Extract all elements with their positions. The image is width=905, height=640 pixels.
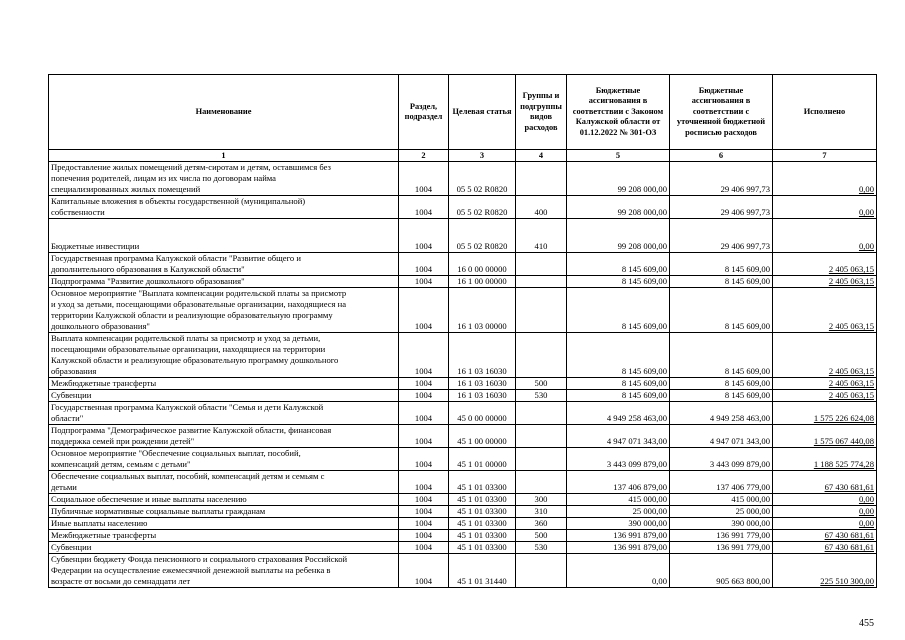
page-number: 455 — [859, 618, 874, 629]
table-row — [49, 554, 877, 588]
cell-executed: 0,00 — [773, 494, 877, 506]
cell-name: Межбюджетные трансферты — [49, 378, 399, 390]
cell-executed: 2 405 063,15 — [773, 390, 877, 402]
cell-target: 45 1 01 00000 — [449, 448, 516, 471]
table-header-row — [49, 75, 877, 150]
cell-executed: 67 430 681,61 — [773, 471, 877, 494]
column-number: 7 — [773, 150, 877, 162]
column-number: 6 — [670, 150, 773, 162]
cell-name: Капитальные вложения в объекты государственной (муниципальной) собственности — [49, 196, 399, 219]
table-row — [49, 288, 877, 333]
header-target: Целевая статья — [449, 75, 516, 150]
table-row — [49, 276, 877, 288]
cell-group — [516, 471, 567, 494]
cell-target: 16 0 00 00000 — [449, 253, 516, 276]
cell-group: 400 — [516, 196, 567, 219]
cell-refined: 8 145 609,00 — [670, 276, 773, 288]
column-number: 1 — [49, 150, 399, 162]
cell-group: 500 — [516, 378, 567, 390]
cell-group: 530 — [516, 390, 567, 402]
cell-section: 1004 — [399, 253, 449, 276]
cell-law: 8 145 609,00 — [567, 378, 670, 390]
cell-target: 45 1 01 03300 — [449, 471, 516, 494]
cell-refined: 8 145 609,00 — [670, 390, 773, 402]
cell-refined: 136 991 779,00 — [670, 530, 773, 542]
cell-law: 4 947 071 343,00 — [567, 425, 670, 448]
cell-group: 310 — [516, 506, 567, 518]
cell-section: 1004 — [399, 494, 449, 506]
cell-section: 1004 — [399, 471, 449, 494]
cell-law: 4 949 258 463,00 — [567, 402, 670, 425]
cell-group: 530 — [516, 542, 567, 554]
cell-target: 45 1 01 31440 — [449, 554, 516, 588]
cell-law: 3 443 099 879,00 — [567, 448, 670, 471]
cell-executed: 0,00 — [773, 506, 877, 518]
cell-refined: 8 145 609,00 — [670, 288, 773, 333]
cell-executed: 1 575 226 624,08 — [773, 402, 877, 425]
column-number-row — [49, 150, 877, 162]
cell-target: 45 1 01 03300 — [449, 506, 516, 518]
cell-target: 45 1 00 00000 — [449, 425, 516, 448]
table-row — [49, 402, 877, 425]
cell-section: 1004 — [399, 554, 449, 588]
cell-section: 1004 — [399, 378, 449, 390]
cell-group: 300 — [516, 494, 567, 506]
cell-section: 1004 — [399, 506, 449, 518]
cell-name: Бюджетные инвестиции — [49, 219, 399, 253]
cell-executed: 67 430 681,61 — [773, 542, 877, 554]
budget-table — [48, 74, 877, 588]
cell-section: 1004 — [399, 333, 449, 378]
cell-target: 45 1 01 03300 — [449, 542, 516, 554]
table-row — [49, 390, 877, 402]
cell-law: 136 991 879,00 — [567, 530, 670, 542]
cell-target: 45 1 01 03300 — [449, 530, 516, 542]
cell-name: Обеспечение социальных выплат, пособий, компенсаций детям и семьям с детьми — [49, 471, 399, 494]
cell-name: Субвенции — [49, 390, 399, 402]
table-row — [49, 542, 877, 554]
column-number: 3 — [449, 150, 516, 162]
table-row — [49, 448, 877, 471]
cell-refined: 4 949 258 463,00 — [670, 402, 773, 425]
cell-executed: 2 405 063,15 — [773, 276, 877, 288]
cell-group — [516, 253, 567, 276]
cell-refined: 8 145 609,00 — [670, 378, 773, 390]
header-group: Группы и подгруппы видов расходов — [516, 75, 567, 150]
cell-refined: 390 000,00 — [670, 518, 773, 530]
cell-name: Субвенции бюджету Фонда пенсионного и социального страхования Российской Федерации на осуществление ежемесячной денежной выплаты на ребенка в возрасте от восьми до семнадцати лет — [49, 554, 399, 588]
cell-executed: 2 405 063,15 — [773, 333, 877, 378]
cell-group — [516, 162, 567, 196]
cell-section: 1004 — [399, 276, 449, 288]
cell-target: 16 1 03 00000 — [449, 288, 516, 333]
cell-name: Государственная программа Калужской области "Развитие общего и дополнительного образования в Калужской области" — [49, 253, 399, 276]
cell-group: 500 — [516, 530, 567, 542]
cell-law: 8 145 609,00 — [567, 333, 670, 378]
cell-section: 1004 — [399, 219, 449, 253]
cell-refined: 29 406 997,73 — [670, 162, 773, 196]
table-row — [49, 219, 877, 253]
cell-target: 45 1 01 03300 — [449, 494, 516, 506]
cell-law: 136 991 879,00 — [567, 542, 670, 554]
cell-name: Государственная программа Калужской области "Семья и дети Калужской области" — [49, 402, 399, 425]
cell-refined: 25 000,00 — [670, 506, 773, 518]
cell-group: 360 — [516, 518, 567, 530]
cell-refined: 415 000,00 — [670, 494, 773, 506]
cell-refined: 29 406 997,73 — [670, 196, 773, 219]
cell-section: 1004 — [399, 390, 449, 402]
table-row — [49, 333, 877, 378]
cell-refined: 3 443 099 879,00 — [670, 448, 773, 471]
cell-section: 1004 — [399, 448, 449, 471]
cell-law: 99 208 000,00 — [567, 219, 670, 253]
cell-section: 1004 — [399, 542, 449, 554]
cell-group — [516, 554, 567, 588]
cell-section: 1004 — [399, 530, 449, 542]
table-row — [49, 518, 877, 530]
cell-name: Подпрограмма "Развитие дошкольного образования" — [49, 276, 399, 288]
table-row — [49, 494, 877, 506]
cell-name: Предоставление жилых помещений детям-сиротам и детям, оставшимся без попечения родителей, лицам из их числа по договорам найма специализированных жилых помещений — [49, 162, 399, 196]
cell-law: 8 145 609,00 — [567, 253, 670, 276]
cell-target: 16 1 03 16030 — [449, 378, 516, 390]
cell-executed: 0,00 — [773, 196, 877, 219]
cell-executed: 0,00 — [773, 219, 877, 253]
cell-law: 99 208 000,00 — [567, 162, 670, 196]
cell-law: 415 000,00 — [567, 494, 670, 506]
header-law: Бюджетные ассигнования в соответствии с Законом Калужской области от 01.12.2022 № 301-ОЗ — [567, 75, 670, 150]
cell-group — [516, 402, 567, 425]
cell-section: 1004 — [399, 162, 449, 196]
cell-executed: 225 510 300,00 — [773, 554, 877, 588]
cell-name: Основное мероприятие "Выплата компенсации родительской платы за присмотр и уход за детьми, посещающими образовательные организации, находящиеся на территории Калужской области и реализующие образовательную программу дошкольного образования" — [49, 288, 399, 333]
cell-name: Публичные нормативные социальные выплаты гражданам — [49, 506, 399, 518]
cell-law: 8 145 609,00 — [567, 276, 670, 288]
cell-target: 05 5 02 R0820 — [449, 219, 516, 253]
cell-name: Субвенции — [49, 542, 399, 554]
table-row — [49, 506, 877, 518]
cell-law: 137 406 879,00 — [567, 471, 670, 494]
cell-refined: 8 145 609,00 — [670, 333, 773, 378]
cell-group — [516, 425, 567, 448]
cell-refined: 136 991 779,00 — [670, 542, 773, 554]
table-row — [49, 162, 877, 196]
cell-target: 45 0 00 00000 — [449, 402, 516, 425]
cell-group — [516, 276, 567, 288]
cell-law: 0,00 — [567, 554, 670, 588]
cell-name: Основное мероприятие "Обеспечение социальных выплат, пособий, компенсаций детям, семьям с детьми" — [49, 448, 399, 471]
table-row — [49, 471, 877, 494]
column-number: 4 — [516, 150, 567, 162]
cell-law: 8 145 609,00 — [567, 288, 670, 333]
header-executed: Исполнено — [773, 75, 877, 150]
cell-section: 1004 — [399, 196, 449, 219]
cell-executed: 1 188 525 774,28 — [773, 448, 877, 471]
column-number: 2 — [399, 150, 449, 162]
cell-target: 16 1 03 16030 — [449, 390, 516, 402]
cell-section: 1004 — [399, 402, 449, 425]
table-row — [49, 196, 877, 219]
cell-executed: 2 405 063,15 — [773, 253, 877, 276]
header-refined: Бюджетные ассигнования в соответствии с уточненной бюджетной росписью расходов — [670, 75, 773, 150]
cell-name: Выплата компенсации родительской платы за присмотр и уход за детьми, посещающими образовательные организации, находящиеся на территории Калужской области и реализующие образовательную программу дошкольного образования — [49, 333, 399, 378]
cell-section: 1004 — [399, 288, 449, 333]
cell-target: 45 1 01 03300 — [449, 518, 516, 530]
cell-executed: 0,00 — [773, 162, 877, 196]
header-section: Раздел, подраздел — [399, 75, 449, 150]
cell-name: Межбюджетные трансферты — [49, 530, 399, 542]
cell-refined: 8 145 609,00 — [670, 253, 773, 276]
cell-law: 25 000,00 — [567, 506, 670, 518]
cell-law: 390 000,00 — [567, 518, 670, 530]
cell-group — [516, 333, 567, 378]
column-number: 5 — [567, 150, 670, 162]
cell-name: Иные выплаты населению — [49, 518, 399, 530]
table-row — [49, 253, 877, 276]
cell-executed: 2 405 063,15 — [773, 378, 877, 390]
cell-group — [516, 288, 567, 333]
cell-law: 8 145 609,00 — [567, 390, 670, 402]
cell-executed: 2 405 063,15 — [773, 288, 877, 333]
header-name: Наименование — [49, 75, 399, 150]
cell-target: 05 5 02 R0820 — [449, 162, 516, 196]
table-row — [49, 378, 877, 390]
table-row — [49, 425, 877, 448]
cell-refined: 137 406 779,00 — [670, 471, 773, 494]
cell-executed: 1 575 067 440,08 — [773, 425, 877, 448]
cell-name: Социальное обеспечение и иные выплаты населению — [49, 494, 399, 506]
cell-law: 99 208 000,00 — [567, 196, 670, 219]
cell-refined: 4 947 071 343,00 — [670, 425, 773, 448]
cell-section: 1004 — [399, 425, 449, 448]
cell-refined: 905 663 800,00 — [670, 554, 773, 588]
cell-name: Подпрограмма "Демографическое развитие Калужской области, финансовая поддержка семей при рождении детей" — [49, 425, 399, 448]
cell-executed: 0,00 — [773, 518, 877, 530]
cell-target: 16 1 03 16030 — [449, 333, 516, 378]
cell-target: 16 1 00 00000 — [449, 276, 516, 288]
cell-target: 05 5 02 R0820 — [449, 196, 516, 219]
cell-group — [516, 448, 567, 471]
cell-group: 410 — [516, 219, 567, 253]
cell-executed: 67 430 681,61 — [773, 530, 877, 542]
table-row — [49, 530, 877, 542]
cell-refined: 29 406 997,73 — [670, 219, 773, 253]
cell-section: 1004 — [399, 518, 449, 530]
